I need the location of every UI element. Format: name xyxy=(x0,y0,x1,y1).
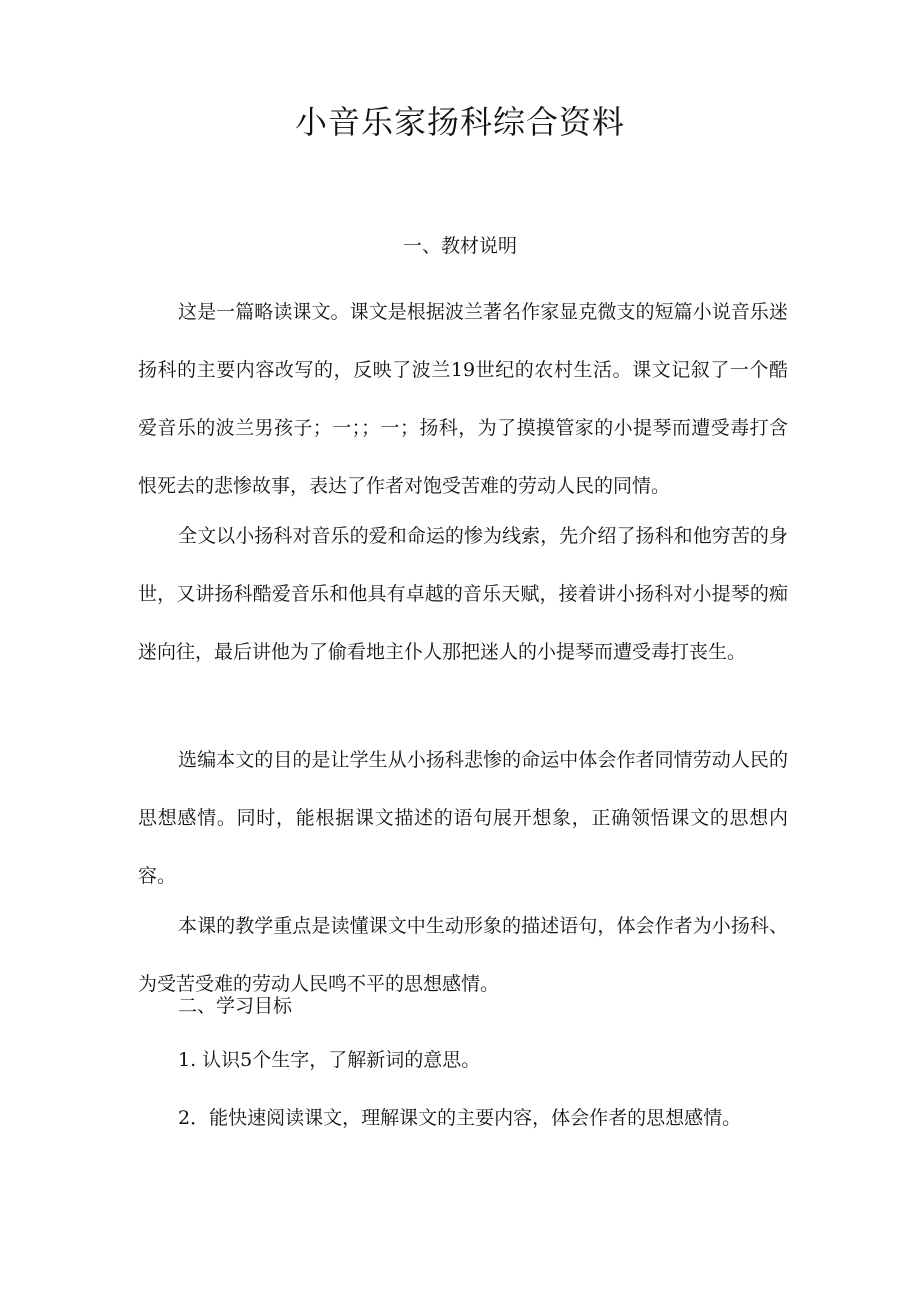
paragraph-3: 选编本文的目的是让学生从小扬科悲惨的命运中体会作者同情劳动人民的思想感情。同时，能根据课文描述的语句展开想象，正确领悟课文的思想内容。 xyxy=(138,749,788,887)
paragraph-2: 全文以小扬科对音乐的爱和命运的惨为线索，先介绍了扬科和他穷苦的身世，又讲扬科酷爱音乐和他具有卓越的音乐天赋，接着讲小扬科对小提琴的痴迷向往，最后讲他为了偷看地主仆人那把迷人的小提琴而遭受毒打丧生。 xyxy=(138,525,788,663)
goal-item-2: 2．能快速阅读课文，理解课文的主要内容，体会作者的思想感情。 xyxy=(178,1107,742,1129)
section-heading-goals: 二、学习目标 xyxy=(178,995,293,1017)
paragraph-4: 本课的教学重点是读懂课文中生动形象的描述语句，体会作者为小扬科、为受苦受难的劳动人民鸣不平的思想感情。 xyxy=(138,915,788,995)
section-heading-materials: 一、教材说明 xyxy=(402,235,517,257)
paragraph-1: 这是一篇略读课文。课文是根据波兰著名作家显克微支的短篇小说音乐迷扬科的主要内容改写的，反映了波兰19世纪的农村生活。课文记叙了一个酷爱音乐的波兰男孩子；一；；一；扬科，为了摸摸管家的小提琴而遭受毒打含恨死去的悲惨故事，表达了作者对饱受苦难的劳动人民的同情。 xyxy=(138,301,788,497)
document-title: 小音乐家扬科综合资料 xyxy=(294,103,625,141)
goal-item-1: 1. 认识5个生字，了解新词的意思。 xyxy=(178,1049,481,1071)
